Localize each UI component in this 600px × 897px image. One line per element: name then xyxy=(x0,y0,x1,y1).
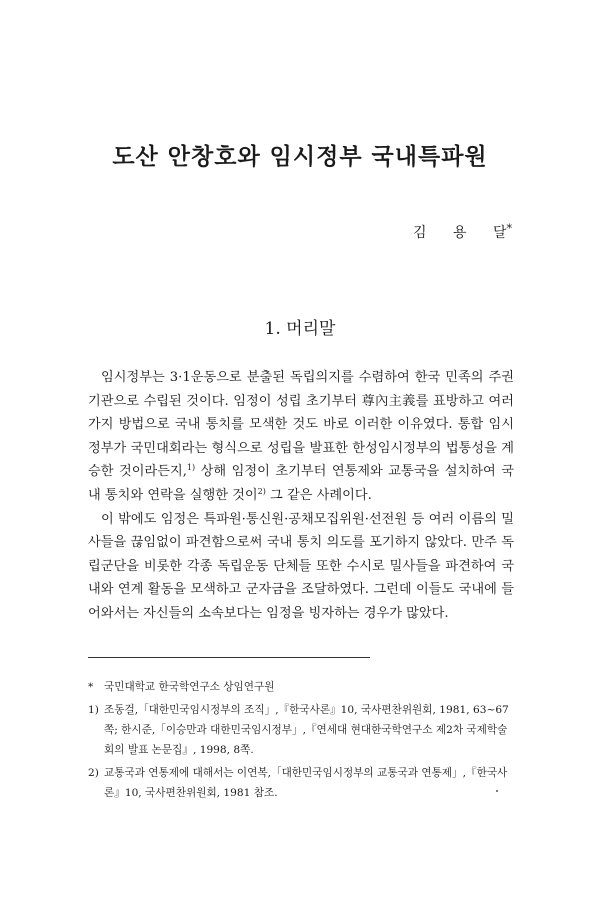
paragraph-1 xyxy=(88,366,514,508)
paragraph-2: 이 밖에도 임정은 특파원·통신원·공채모집위원·선전원 등 여러 이름의 밀사들을 끊임없이 파견함으로써 국내 통치 의도를 포기하지 않았다. 만주 독립군단을 비롯한 각종 독립운동 단체들 또한 수시로 밀사들을 파견하여 국내와 연계 활동을 모색하고 군자금을 조달하였다. 그런데 이들도 국내에 들어와서는 자신들의 소속보다는 임정을 빙자하는 경우가 많았다. xyxy=(88,511,514,621)
paper-title: 도산 안창호와 임시정부 국내특파원 xyxy=(112,143,488,170)
body-text xyxy=(88,366,514,626)
footnote-divider xyxy=(88,657,370,658)
footnote-1 xyxy=(88,700,514,760)
paragraph-1-text: 임시정부는 3·1운동으로 분출된 독립의지를 수렴하여 한국 민족의 주권기관으로 수립된 것이다. 임정이 성립 초기부터 尊內主義를 표방하고 여러 가지 방법으로 국내 통치를 모색한 것도 바로 이러한 이유였다. 통합 임시정부가 국민대회라는 형식으로 성립을 발표한 한성임시정부의 법통성을 계승한 것이라든지, xyxy=(88,370,514,480)
footnote-text: 조동걸,「대한민국임시정부의 조직」,『한국사론』10, 국사편찬위원회, 1981, 63~67쪽; 한시준,「이승만과 대한민국임시정부」,『연세대 현대한국학연구소 제2차 국제학술회의 발표 논문집』, 1998, 8쪽. xyxy=(104,704,509,756)
author-footnote-mark[interactable]: * xyxy=(506,222,512,235)
footnote-author xyxy=(88,677,514,697)
section-heading: 1. 머리말 xyxy=(264,319,336,339)
footnote-mark: * xyxy=(88,681,94,693)
footnote-text: 국민대학교 한국학연구소 상임연구원 xyxy=(104,681,275,693)
paragraph-1-text-mid: 상해 임정이 초기부터 연통제와 교통국을 설치하여 국내 통치와 연락을 실행한 것이 xyxy=(88,464,514,503)
footnote-text: 교통국과 연통제에 대해서는 이연복,「대한민국임시정부의 교통국과 연통제」,『한국사론』10, 국사편찬위원회, 1981 참조. xyxy=(104,767,508,799)
footnote-2 xyxy=(88,763,514,803)
footnote-ref-2[interactable]: 2) xyxy=(257,486,266,496)
footnote-ref-1[interactable]: 1) xyxy=(186,463,196,473)
author-line xyxy=(413,222,512,242)
footnote-mark: 1) xyxy=(88,704,99,716)
footnote-mark: 2) xyxy=(88,767,99,779)
footnotes xyxy=(88,677,514,806)
paragraph-1-text-end: 그 같은 사례이다. xyxy=(265,487,372,503)
author-name: 김 용 달 xyxy=(413,225,507,241)
scan-dot xyxy=(496,790,498,792)
